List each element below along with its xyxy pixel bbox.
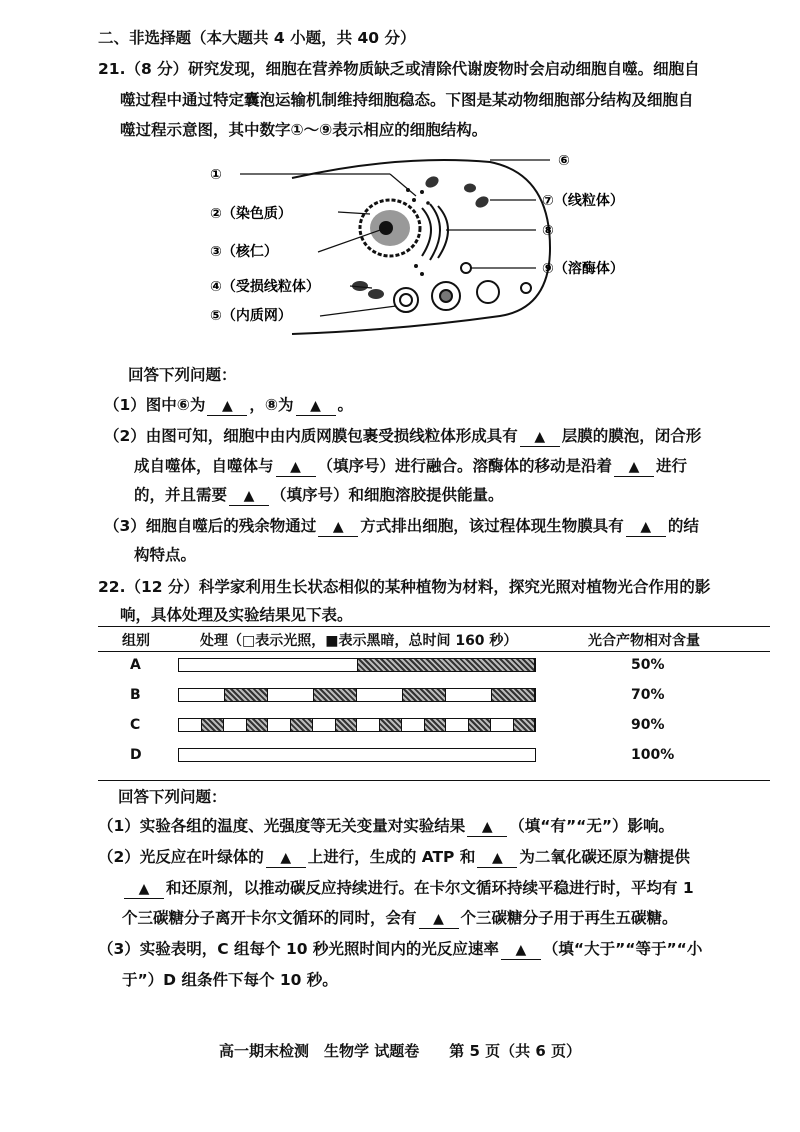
table-row [98, 742, 770, 772]
answer-blank[interactable]: ▲ [501, 940, 541, 960]
autophagosome-icon [394, 281, 531, 312]
dark-period-segment [513, 719, 535, 731]
answer-blank[interactable]: ▲ [266, 848, 306, 868]
q22-part2-line3: 个三碳糖分子离开卡尔文循环的同时，会有 ▲ 个三碳糖分子用于再生五碳糖。 [122, 909, 678, 927]
q21-part2-line3: 的，并且需要 ▲ （填序号）和细胞溶胶提供能量。 [134, 486, 504, 504]
dark-period-segment [468, 719, 490, 731]
q22-stem-line2: 响，具体处理及实验结果见下表。 [120, 606, 353, 624]
table-header [98, 626, 770, 652]
q21-stem-line3: 噬过程示意图，其中数字①～⑨表示相应的细胞结构。 [120, 121, 488, 139]
page-footer: 高一期末检测 生物学 试题卷 第 5 页（共 6 页） [219, 1042, 581, 1060]
answer-blank[interactable]: ▲ [207, 396, 247, 416]
answer-blank[interactable]: ▲ [229, 486, 269, 506]
dark-period-segment [313, 689, 358, 701]
answer-blank[interactable]: ▲ [477, 848, 517, 868]
q22-part3-line2: 于”）D 组条件下每个 10 秒。 [122, 971, 338, 989]
label-2: ②（染色质） [210, 206, 292, 222]
label-3: ③（核仁） [210, 244, 278, 260]
dark-period-segment [491, 689, 536, 701]
answer-blank[interactable]: ▲ [467, 817, 507, 837]
dark-period-segment [424, 719, 446, 731]
treatment-bar [178, 688, 536, 702]
answer-blank[interactable]: ▲ [276, 457, 316, 477]
table-row [98, 682, 770, 712]
q22-part2-line1: （2）光反应在叶绿体的 ▲ 上进行，生成的 ATP 和 ▲ 为二氧化碳还原为糖提供 [98, 848, 690, 866]
q21-stem-line2: 噬过程中通过特定囊泡运输机制维持细胞稳态。下图是某动物细胞部分结构及细胞自 [120, 91, 694, 109]
q22-answer-intro: 回答下列问题： [118, 788, 227, 806]
vesicle-dots-icon [406, 188, 430, 276]
row-value: 90% [631, 717, 665, 733]
experiment-table [98, 626, 770, 781]
label-4: ④（受损线粒体） [210, 279, 320, 295]
label-9: ⑨（溶酶体） [542, 261, 624, 277]
q21-stem-line1: 21.（8 分）研究发现，细胞在营养物质缺乏或清除代谢废物时会启动细胞自噬。细胞自 [98, 60, 700, 78]
row-group: C [130, 717, 141, 733]
table-bottom-rule [98, 780, 770, 781]
row-group: B [130, 687, 141, 703]
q21-part1: （1）图中⑥为 ▲ ，⑧为 ▲ 。 [104, 396, 354, 414]
answer-blank[interactable]: ▲ [296, 396, 336, 416]
dark-period-segment [224, 689, 269, 701]
row-value: 100% [631, 747, 675, 763]
label-5: ⑤（内质网） [210, 308, 292, 324]
row-group: A [130, 657, 141, 673]
answer-blank[interactable]: ▲ [124, 879, 164, 899]
dark-period-segment [379, 719, 401, 731]
q22-part1: （1）实验各组的温度、光强度等无关变量对实验结果 ▲ （填“有”“无”）影响。 [98, 817, 675, 835]
answer-blank[interactable]: ▲ [318, 517, 358, 537]
q22-part3-line1: （3）实验表明，C 组每个 10 秒光照时间内的光反应速率 ▲ （填“大于”“等于”“小 [98, 940, 703, 958]
label-1: ① [210, 167, 222, 183]
answer-blank[interactable]: ▲ [419, 909, 459, 929]
dark-period-segment [335, 719, 357, 731]
table-body [98, 652, 770, 772]
dark-period-segment [201, 719, 223, 731]
section-header: 二、非选择题（本大题共 4 小题，共 40 分） [98, 29, 416, 47]
label-7: ⑦（线粒体） [542, 193, 624, 209]
nucleus-icon [360, 200, 420, 256]
cell-autophagy-diagram [200, 148, 680, 348]
dark-period-segment [246, 719, 268, 731]
row-value: 70% [631, 687, 665, 703]
treatment-bar [178, 718, 536, 732]
answer-blank[interactable]: ▲ [614, 457, 654, 477]
header-treatment: 处理（□表示光照，■表示黑暗，总时间 160 秒） [200, 633, 518, 649]
table-row [98, 652, 770, 682]
row-group: D [130, 747, 142, 763]
dark-period-segment [290, 719, 312, 731]
lysosome-icon [461, 263, 471, 273]
answer-blank[interactable]: ▲ [520, 427, 560, 447]
table-row [98, 712, 770, 742]
label-6: ⑥ [558, 153, 570, 169]
q22-stem-line1: 22.（12 分）科学家利用生长状态相似的某种植物为材料，探究光照对植物光合作用的影 [98, 578, 711, 596]
row-value: 50% [631, 657, 665, 673]
q21-part3-line1: （3）细胞自噬后的残余物通过 ▲ 方式排出细胞，该过程体现生物膜具有 ▲ 的结 [104, 517, 699, 535]
q21-part2-line1: （2）由图可知，细胞中由内质网膜包裹受损线粒体形成具有 ▲ 层膜的膜泡，闭合形 [104, 427, 702, 445]
header-group: 组别 [122, 633, 150, 649]
dark-period-segment [357, 659, 535, 671]
q21-part2-line2: 成自噬体，自噬体与 ▲ （填序号）进行融合。溶酶体的移动是沿着 ▲ 进行 [134, 457, 688, 475]
dark-period-segment [402, 689, 447, 701]
label-8: ⑧ [542, 223, 554, 239]
header-result: 光合产物相对含量 [588, 633, 700, 649]
treatment-bar [178, 658, 536, 672]
q21-answer-intro: 回答下列问题： [128, 366, 237, 384]
q21-part3-line2: 构特点。 [134, 546, 197, 564]
q22-part2-line2: ▲ 和还原剂，以推动碳反应持续进行。在卡尔文循环持续平稳进行时，平均有 1 [122, 877, 694, 899]
treatment-bar [178, 748, 536, 762]
answer-blank[interactable]: ▲ [626, 517, 666, 537]
endoplasmic-reticulum-icon [422, 204, 448, 260]
